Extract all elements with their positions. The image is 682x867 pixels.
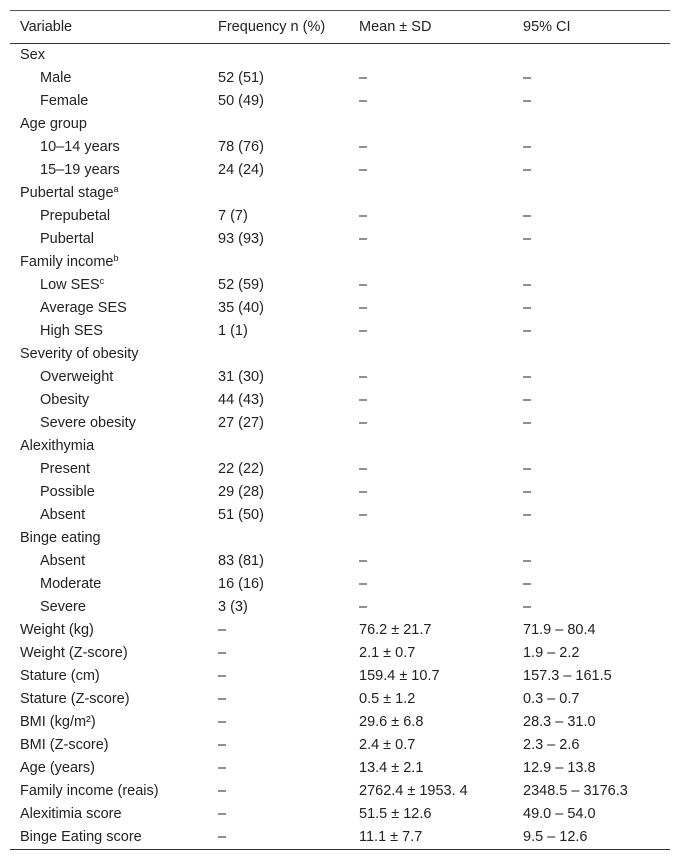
table-row [10,228,670,251]
cell-ci: 9.5 – 12.6 [523,829,588,845]
cell-ci: 1.9 – 2.2 [523,645,580,661]
variable-label: Severe [40,599,86,615]
cell-ci: – [523,139,532,155]
cell-variable [10,596,208,619]
variable-label: Male [40,70,72,86]
cell-variable [10,619,208,642]
variable-label: BMI (kg/m²) [20,714,96,730]
header-frequency: Frequency n (%) [218,19,326,35]
cell-frequency: 83 (81) [218,553,264,569]
variable-label: Weight (kg) [20,622,94,638]
cell-variable [10,826,208,850]
variable-label: Female [40,93,89,109]
cell-variable [10,389,208,412]
table-row [10,182,670,205]
cell-ci: – [523,323,532,339]
cell-mean-sd: 76.2 ± 21.7 [359,622,432,638]
table-row [10,550,670,573]
cell-ci: – [523,300,532,316]
cell-frequency [208,527,349,550]
table-row [10,573,670,596]
table-row [10,665,670,688]
cell-variable [10,90,208,113]
cell-mean-sd: 2.4 ± 0.7 [359,737,416,753]
cell-frequency: 27 (27) [218,415,264,431]
cell-frequency: – [218,760,227,776]
variable-label: Age (years) [20,760,95,776]
footnote-marker: b [113,253,119,263]
table-row [10,734,670,757]
header-row [10,11,670,44]
header-variable: Variable [20,19,73,35]
cell-mean-sd: – [359,208,368,224]
cell-variable [10,182,208,205]
variable-label: Pubertal stage [20,185,114,201]
cell-mean-sd [349,527,513,550]
table-row [10,136,670,159]
cell-ci: – [523,576,532,592]
table-row [10,113,670,136]
cell-frequency: – [218,714,227,730]
variable-label: Absent [40,553,86,569]
cell-variable [10,711,208,734]
table-row [10,320,670,343]
cell-mean-sd [349,251,513,274]
footnote-marker: a [113,184,119,194]
cell-mean-sd: 29.6 ± 6.8 [359,714,424,730]
cell-mean-sd: – [359,507,368,523]
cell-ci [513,44,670,68]
cell-ci: – [523,392,532,408]
variable-label: BMI (Z-score) [20,737,109,753]
table-row [10,251,670,274]
variable-label: Absent [40,507,86,523]
table-row [10,90,670,113]
cell-variable [10,458,208,481]
table-row [10,435,670,458]
cell-frequency [208,435,349,458]
cell-ci: – [523,369,532,385]
cell-variable [10,159,208,182]
cell-ci: – [523,93,532,109]
characteristics-table [10,10,670,850]
variable-label: Pubertal [40,231,95,247]
cell-variable [10,550,208,573]
table-row [10,481,670,504]
table-row [10,159,670,182]
cell-frequency: 78 (76) [218,139,264,155]
cell-mean-sd: – [359,484,368,500]
cell-ci: 49.0 – 54.0 [523,806,596,822]
cell-variable [10,803,208,826]
table-row [10,205,670,228]
variable-label: Low SES [40,277,100,293]
cell-frequency: – [218,829,227,845]
table-row [10,527,670,550]
variable-label: Obesity [40,392,90,408]
cell-mean-sd: – [359,231,368,247]
cell-mean-sd: – [359,70,368,86]
table-row [10,458,670,481]
cell-frequency: 16 (16) [218,576,264,592]
cell-frequency: – [218,645,227,661]
variable-label: Alexithymia [20,438,95,454]
cell-ci [513,251,670,274]
cell-frequency: 1 (1) [218,323,248,339]
cell-frequency [208,113,349,136]
cell-mean-sd: – [359,162,368,178]
cell-mean-sd: – [359,461,368,477]
cell-frequency: 3 (3) [218,599,248,615]
cell-mean-sd: – [359,300,368,316]
cell-ci: – [523,484,532,500]
cell-variable [10,228,208,251]
cell-variable [10,642,208,665]
table-row [10,711,670,734]
cell-variable [10,366,208,389]
cell-mean-sd [349,435,513,458]
cell-frequency: – [218,622,227,638]
table-row [10,504,670,527]
cell-frequency: 24 (24) [218,162,264,178]
cell-mean-sd: 51.5 ± 12.6 [359,806,432,822]
cell-frequency: – [218,783,227,799]
cell-ci: – [523,507,532,523]
cell-variable [10,113,208,136]
cell-variable [10,435,208,458]
variable-label: 15–19 years [40,162,120,178]
variable-label: Severe obesity [40,415,136,431]
table-row [10,596,670,619]
cell-variable [10,251,208,274]
cell-frequency: 51 (50) [218,507,264,523]
cell-mean-sd [349,113,513,136]
cell-ci: – [523,277,532,293]
table-row [10,274,670,297]
variable-label: Prepubetal [40,208,111,224]
table-row [10,44,670,68]
cell-ci [513,435,670,458]
variable-label: Present [40,461,90,477]
cell-ci: – [523,599,532,615]
variable-label: Binge eating [20,530,101,546]
variable-label: Alexitimia score [20,806,122,822]
variable-label: Sex [20,47,45,63]
table-row [10,688,670,711]
variable-label: Age group [20,116,87,132]
cell-ci: – [523,553,532,569]
cell-mean-sd: – [359,93,368,109]
cell-ci: – [523,231,532,247]
cell-ci [513,113,670,136]
cell-ci [513,343,670,366]
cell-frequency: 22 (22) [218,461,264,477]
cell-ci: 12.9 – 13.8 [523,760,596,776]
cell-ci: – [523,461,532,477]
cell-variable [10,343,208,366]
cell-frequency: – [218,668,227,684]
cell-mean-sd: – [359,277,368,293]
cell-frequency: 44 (43) [218,392,264,408]
table-row [10,826,670,850]
cell-frequency: 50 (49) [218,93,264,109]
cell-mean-sd: – [359,369,368,385]
cell-variable [10,504,208,527]
cell-frequency [208,182,349,205]
cell-mean-sd [349,182,513,205]
cell-mean-sd: 159.4 ± 10.7 [359,668,440,684]
cell-frequency [208,44,349,68]
cell-variable [10,274,208,297]
variable-label: Moderate [40,576,102,592]
cell-frequency: 29 (28) [218,484,264,500]
cell-variable [10,573,208,596]
cell-mean-sd: – [359,576,368,592]
cell-mean-sd: – [359,599,368,615]
cell-ci [513,182,670,205]
cell-mean-sd [349,44,513,68]
cell-variable [10,688,208,711]
table-row [10,67,670,90]
cell-mean-sd: – [359,415,368,431]
variable-label: 10–14 years [40,139,120,155]
cell-mean-sd: – [359,139,368,155]
table-row [10,366,670,389]
table-row [10,642,670,665]
cell-frequency: – [218,737,227,753]
cell-ci: 71.9 – 80.4 [523,622,596,638]
header-mean-sd: Mean ± SD [359,19,432,35]
cell-ci: – [523,162,532,178]
cell-variable [10,297,208,320]
variable-label: Stature (Z-score) [20,691,130,707]
cell-ci: 0.3 – 0.7 [523,691,580,707]
variable-label: Weight (Z-score) [20,645,128,661]
cell-variable [10,67,208,90]
variable-label: Stature (cm) [20,668,100,684]
cell-variable [10,136,208,159]
cell-mean-sd: – [359,323,368,339]
table-row [10,780,670,803]
table-row [10,619,670,642]
cell-frequency: 7 (7) [218,208,248,224]
cell-frequency [208,251,349,274]
variable-label: Possible [40,484,95,500]
table-row [10,343,670,366]
table-row [10,389,670,412]
cell-mean-sd: 2.1 ± 0.7 [359,645,416,661]
variable-label: Binge Eating score [20,829,142,845]
cell-variable [10,412,208,435]
cell-ci: 2.3 – 2.6 [523,737,580,753]
cell-mean-sd: 2762.4 ± 1953. 4 [359,783,468,799]
cell-ci: – [523,415,532,431]
cell-mean-sd [349,343,513,366]
variable-label: Severity of obesity [20,346,139,362]
cell-variable [10,44,208,68]
cell-frequency: 35 (40) [218,300,264,316]
cell-ci: 28.3 – 31.0 [523,714,596,730]
cell-mean-sd: 11.1 ± 7.7 [359,829,423,845]
cell-frequency: – [218,691,227,707]
header-ci: 95% CI [523,19,571,35]
cell-mean-sd: 0.5 ± 1.2 [359,691,416,707]
cell-variable [10,734,208,757]
cell-frequency: 52 (59) [218,277,264,293]
table-row [10,757,670,780]
cell-frequency: 93 (93) [218,231,264,247]
cell-variable [10,780,208,803]
variable-label: Average SES [40,300,127,316]
cell-mean-sd: – [359,553,368,569]
table-row [10,803,670,826]
cell-ci: – [523,208,532,224]
cell-mean-sd: 13.4 ± 2.1 [359,760,424,776]
variable-label: Family income (reais) [20,783,159,799]
table-header [10,11,670,44]
cell-variable [10,757,208,780]
cell-frequency [208,343,349,366]
cell-variable [10,481,208,504]
variable-label: Overweight [40,369,114,385]
variable-label: High SES [40,323,103,339]
variable-label: Family income [20,254,114,270]
cell-frequency: – [218,806,227,822]
cell-variable [10,665,208,688]
table-row [10,412,670,435]
cell-ci [513,527,670,550]
cell-frequency: 52 (51) [218,70,264,86]
table-row [10,297,670,320]
table-container [10,10,670,850]
table-body [10,44,670,850]
cell-ci: – [523,70,532,86]
cell-frequency: 31 (30) [218,369,264,385]
cell-variable [10,320,208,343]
cell-mean-sd: – [359,392,368,408]
cell-ci: 2348.5 – 3176.3 [523,783,628,799]
footnote-marker: c [99,276,105,286]
cell-variable [10,205,208,228]
cell-ci: 157.3 – 161.5 [523,668,612,684]
cell-variable [10,527,208,550]
